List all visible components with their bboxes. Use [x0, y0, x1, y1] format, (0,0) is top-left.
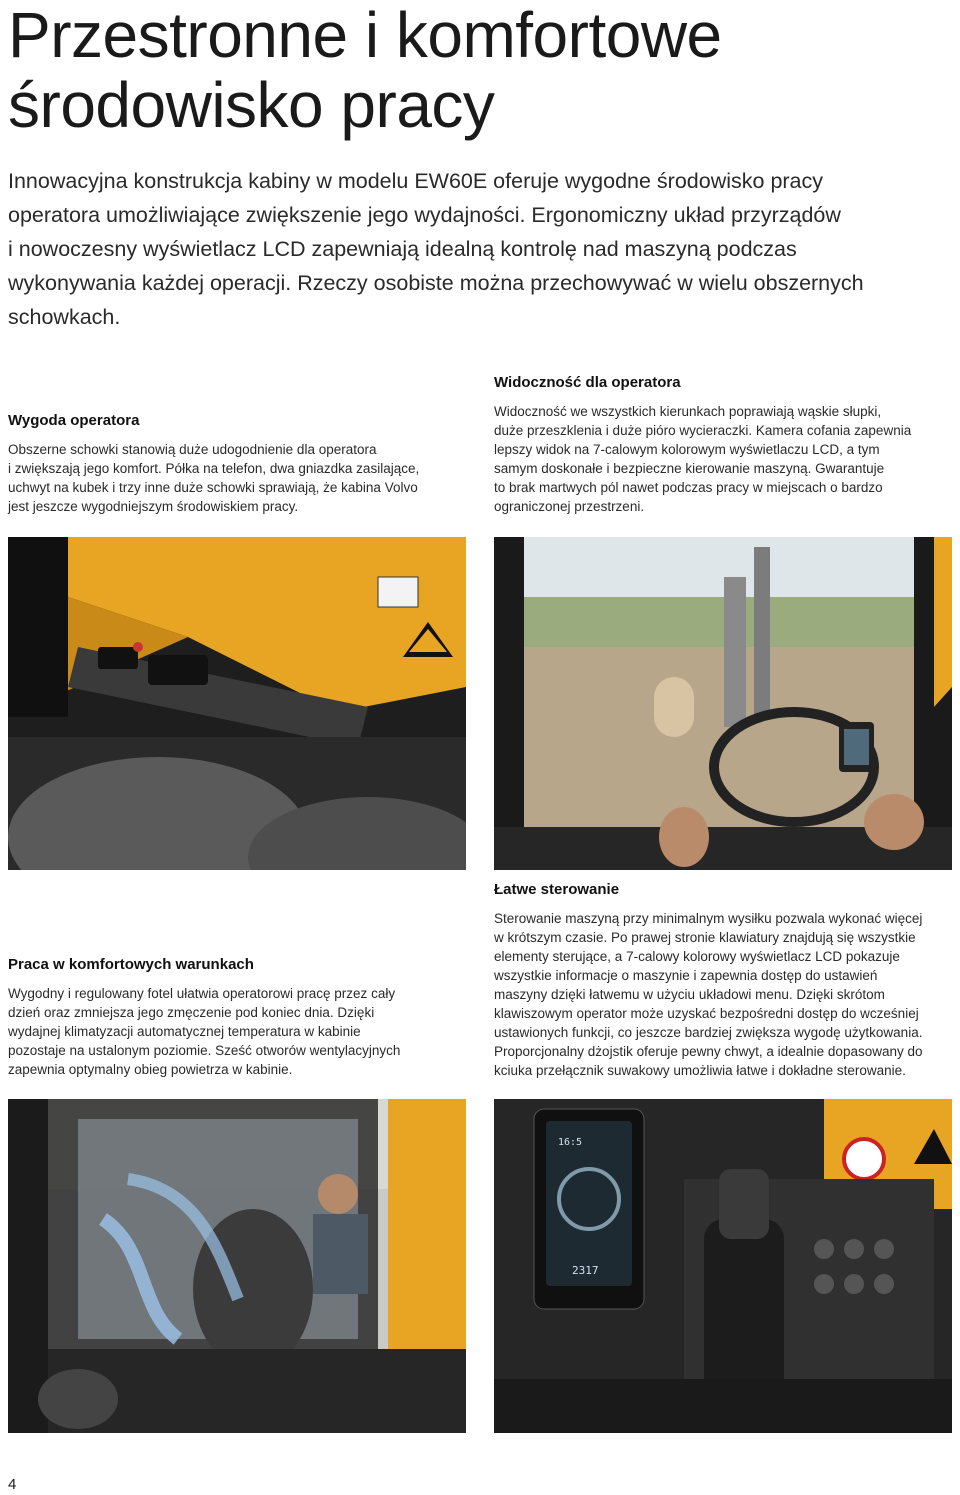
section-praca [8, 955, 478, 1079]
page-number: 4 [8, 1476, 17, 1493]
section-line: Sterowanie maszyną przy minimalnym wysiłku pozwala wykonać więcej [494, 911, 923, 926]
intro-line: schowkach. [8, 305, 121, 329]
photo-operator-view [494, 537, 952, 870]
section-line: kciuka przełącznik suwakowy umożliwia łatwe i dokładne sterowanie. [494, 1063, 906, 1078]
photo-cab-exterior [8, 1099, 466, 1433]
section-line: zapewnia optymalny obieg powietrza w kabinie. [8, 1062, 293, 1077]
section-line: elementy sterujące, a 7-calowy kolorowy wyświetlacz LCD pokazuje [494, 949, 900, 964]
photo-cabin-storage [8, 537, 466, 870]
section-heading: Widoczność dla operatora [494, 374, 681, 391]
intro-line: i nowoczesny wyświetlacz LCD zapewniają idealną kontrolę nad maszyną podczas [8, 237, 797, 261]
section-heading: Łatwe sterowanie [494, 881, 620, 898]
section-line: duże przeszklenia i duże pióro wycieraczki. Kamera cofania zapewnia [494, 423, 912, 438]
page-title-line-2: środowisko pracy [8, 69, 495, 141]
section-line: pozostaje na ustalonym poziomie. Sześć otworów wentylacyjnych [8, 1043, 401, 1058]
section-sterowanie [494, 880, 956, 1080]
section-body [494, 402, 954, 516]
page-title-line-1: Przestronne i komfortowe [8, 0, 722, 71]
section-line: Widoczność we wszystkich kierunkach poprawiają wąskie słupki, [494, 404, 882, 419]
section-line: uchwyt na kubek i trzy inne duże schowki sprawiają, że kabina Volvo [8, 480, 418, 495]
intro-line: Innowacyjna konstrukcja kabiny w modelu EW60E oferuje wygodne środowisko pracy [8, 169, 824, 193]
section-line: to brak martwych pól nawet podczas pracy w miejscach o bardzo [494, 480, 883, 495]
section-wygoda [8, 411, 478, 516]
page-title [8, 0, 948, 140]
section-line: Wygodny i regulowany fotel ułatwia operatorowi pracę przez cały [8, 986, 396, 1001]
section-line: Obszerne schowki stanowią duże udogodnienie dla operatora [8, 442, 377, 457]
section-widocznosc [494, 373, 954, 516]
intro-line: operatora umożliwiające zwiększenie jego wydajności. Ergonomiczny układ przyrządów [8, 203, 841, 227]
section-line: wydajnej klimatyzacji automatycznej temperatura w kabinie [8, 1024, 361, 1039]
section-line: lepszy widok na 7-calowym kolorowym wyświetlaczu LCD, a tym [494, 442, 880, 457]
intro-paragraph [8, 164, 948, 334]
section-line: wszystkie informacje o maszynie i zapewnia dostęp do ustawień [494, 968, 878, 983]
photo-display-joystick [494, 1099, 952, 1433]
intro-line: wykonywania każdej operacji. Rzeczy osobiste można przechowywać w wielu obszernych [8, 271, 864, 295]
section-line: w krótszym czasie. Po prawej stronie klawiatury znajdują się wszystkie [494, 930, 916, 945]
section-line: Proporcjonalny dżojstik oferuje pewny chwyt, a idealnie dopasowany do [494, 1044, 923, 1059]
section-line: dzień oraz zmniejsza jego zmęczenie pod koniec dnia. Dzięki [8, 1005, 375, 1020]
section-line: maszyny dzięki łatwemu w użyciu układowi menu. Dzięki skrótom [494, 987, 885, 1002]
section-heading: Wygoda operatora [8, 412, 140, 429]
section-line: samym doskonałe i bezpieczne kierowanie maszyną. Gwarantuje [494, 461, 885, 476]
display-time-readout: 16:5 [558, 1137, 583, 1148]
section-heading: Praca w komfortowych warunkach [8, 956, 254, 973]
section-line: ograniczonej przestrzeni. [494, 499, 645, 514]
section-line: jest jeszcze wygodniejszym środowiskiem pracy. [8, 499, 299, 514]
section-body [8, 984, 478, 1079]
section-body [8, 440, 478, 516]
section-line: ustawionych funkcji, co jeszcze bardziej zwiększa wygodę użytkowania. [494, 1025, 923, 1040]
section-line: klawiszowym operator może uzyskać bezpośredni dostęp do wcześniej [494, 1006, 919, 1021]
display-hours-readout: 2317 [572, 1264, 599, 1277]
section-line: i zwiększają jego komfort. Półka na telefon, dwa gniazdka zasilające, [8, 461, 420, 476]
section-body [494, 909, 956, 1080]
